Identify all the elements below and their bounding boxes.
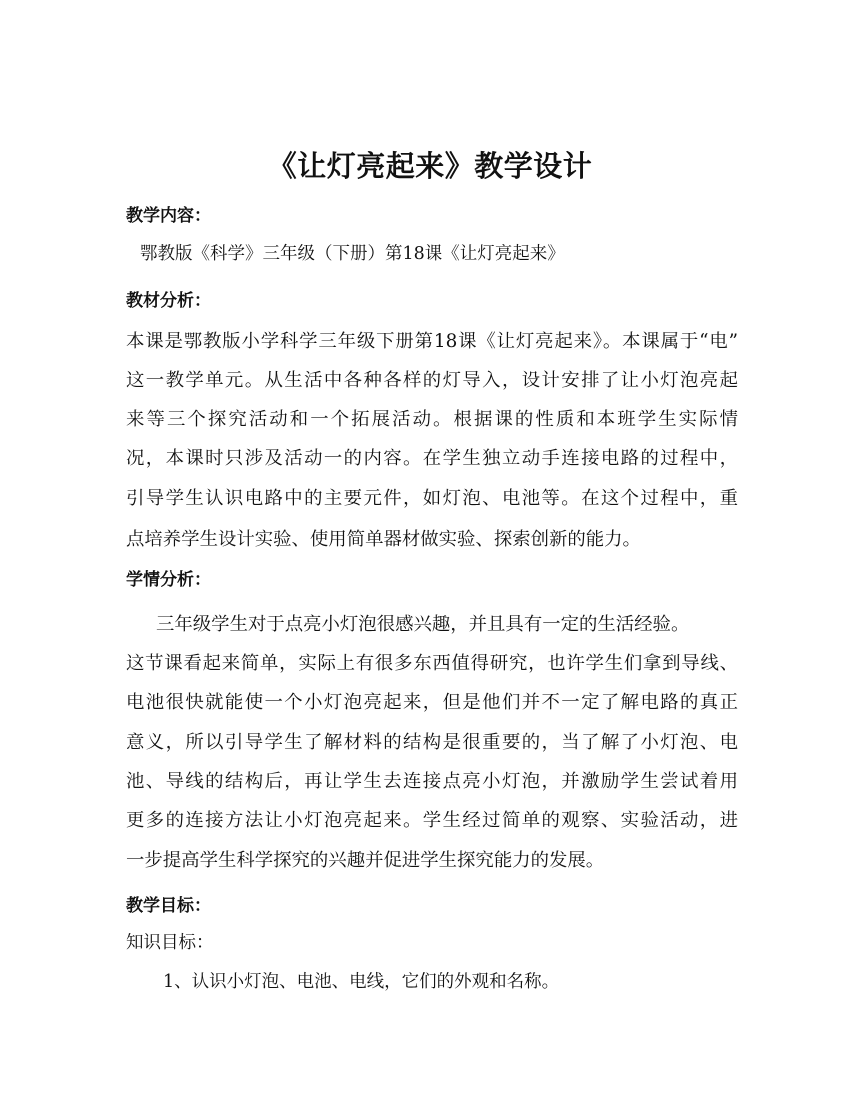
students-line: 意义，所以引导学生了解材料的结构是很重要的，当了解了小灯泡、电 — [126, 732, 738, 753]
material-line: 点培养学生设计实验、使用简单器材做实验、探索创新的能力。 — [126, 529, 641, 550]
material-line: 本课是鄂教版小学科学三年级下册第18课《让灯亮起来》。本课属于“电” — [126, 331, 738, 352]
content-text: 鄂教版《科学》三年级（下册）第18课《让灯亮起来》 — [140, 244, 565, 264]
section-heading-material: 教材分析： — [126, 291, 211, 311]
section-heading-goals: 教学目标： — [126, 896, 211, 916]
material-line: 来等三个探究活动和一个拓展活动。根据课的性质和本班学生实际情 — [126, 409, 738, 430]
section-heading-content: 教学内容： — [126, 206, 211, 226]
document-title: 《让灯亮起来》教学设计 — [267, 149, 593, 183]
goals-item: 1、认识小灯泡、电池、电线，它们的外观和名称。 — [163, 972, 560, 992]
material-line: 况，本课时只涉及活动一的内容。在学生独立动手连接电路的过程中， — [126, 448, 738, 469]
goals-subheading: 知识目标： — [126, 933, 214, 953]
students-line: 电池很快就能使一个小灯泡亮起来，但是他们并不一定了解电路的真正 — [126, 692, 738, 713]
students-line: 池、导线的结构后，再让学生去连接点亮小灯泡，并激励学生尝试着用 — [126, 771, 738, 792]
students-line: 更多的连接方法让小灯泡亮起来。学生经过简单的观察、实验活动，进 — [126, 810, 738, 831]
students-line: 这节课看起来简单，实际上有很多东西值得研究，也许学生们拿到导线、 — [126, 653, 738, 674]
students-line: 一步提高学生科学探究的兴趣并促进学生探究能力的发展。 — [126, 850, 605, 871]
students-line: 三年级学生对于点亮小灯泡很感兴趣，并且具有一定的生活经验。 — [156, 614, 690, 635]
material-line: 引导学生认识电路中的主要元件，如灯泡、电池等。在这个过程中，重 — [126, 488, 738, 509]
section-heading-students: 学情分析： — [126, 570, 211, 590]
material-line: 这一教学单元。从生活中各种各样的灯导入，设计安排了让小灯泡亮起 — [126, 370, 738, 391]
